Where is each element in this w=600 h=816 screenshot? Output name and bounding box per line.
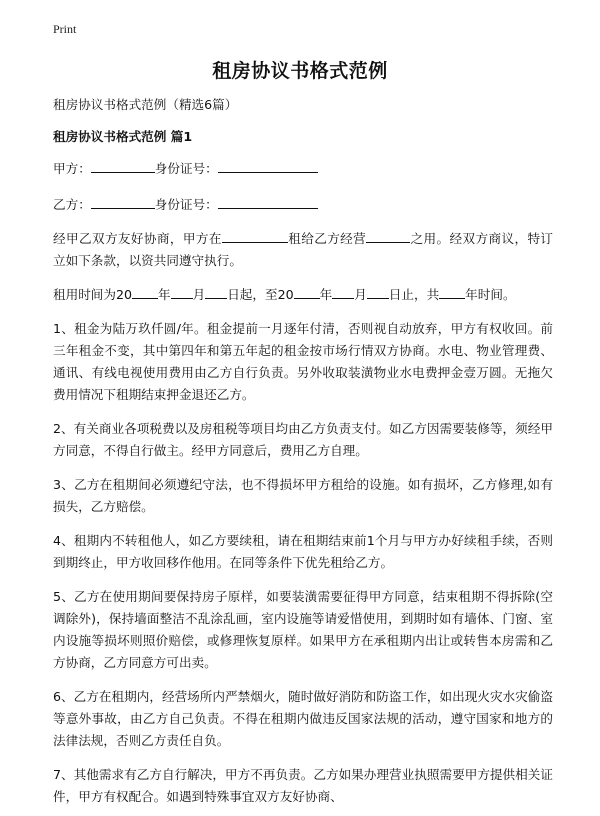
- party-a-line: [53, 158, 553, 180]
- term-day-to-label: 日止，共: [388, 287, 440, 302]
- intro-paragraph: [53, 228, 553, 272]
- term-end-year-label: 年: [319, 287, 333, 302]
- term-paragraph: [53, 284, 553, 306]
- duration-blank: [439, 284, 465, 299]
- print-link[interactable]: Print: [53, 22, 77, 36]
- clause-1: 1、租金为陆万玖仟圆/年。租金提前一月逐年付清，否则视自动放弃，甲方有权收回。前三年租金不变，其中第四年和第五年起的租金按市场行情双方协商。水电、物业管理费、通讯、有线电视使用费用由乙方自行负责。另外收取装潢物业水电费押金壹万圆。无拖欠费用情况下租期结束押金退还乙方。: [53, 321, 553, 402]
- party-a-name-blank: [91, 158, 155, 173]
- intro-text-2: 租给乙方经营: [287, 231, 367, 246]
- start-month-blank: [171, 284, 193, 299]
- party-a-id-label: 身份证号：: [154, 161, 218, 176]
- term-prefix: 租用时间为20: [53, 287, 132, 302]
- party-b-name-blank: [91, 194, 155, 209]
- document-subtitle: 租房协议书格式范例（精选6篇）: [53, 97, 238, 112]
- party-b-id-blank: [218, 194, 318, 209]
- party-b-line: [53, 194, 553, 216]
- party-a-id-blank: [218, 158, 318, 173]
- intro-text-3: 之用。经双方商议，特订立如下条款，以资共同遵守执行。: [53, 231, 554, 268]
- location-blank: [222, 228, 288, 243]
- term-month-label: 月: [192, 287, 206, 302]
- start-year-blank: [132, 284, 158, 299]
- clause-5: 5、乙方在使用期间要保持房子原样，如要装潢需要征得甲方同意，结束租期不得拆除(空调除外)，保持墙面整洁不乱涂乱画，室内设施等请爱惜使用，到期时如有墙体、门窗、室内设施等损坏则照价赔偿，或修理恢复原样。如果甲方在承租期内出让或转售本房需和乙方协商，乙方同意方可出卖。: [53, 589, 553, 670]
- purpose-blank: [366, 228, 410, 243]
- term-suffix: 年时间。: [465, 287, 516, 302]
- clause-7: 7、其他需求有乙方自行解决，甲方不再负责。乙方如果办理营业执照需要甲方提供相关证件，甲方有权配合。如遇到特殊事宜双方友好协商、: [53, 767, 553, 804]
- clause-6: 6、乙方在租期内，经营场所内严禁烟火，随时做好消防和防盗工作，如出现火灾水灾偷盗等意外事故，由乙方自己负责。不得在租期内做违反国家法规的活动，遵守国家和地方的法律法规，否则乙方责任自负。: [53, 689, 553, 748]
- clause-4: 4、租期内不转租他人，如乙方要续租，请在租期结束前1个月与甲方办好续租手续，否则到期终止，甲方收回移作他用。在同等条件下优先租给乙方。: [53, 533, 553, 570]
- start-day-blank: [205, 284, 227, 299]
- party-b-id-label: 身份证号：: [154, 197, 218, 212]
- term-year-label: 年: [158, 287, 171, 302]
- document-body: [53, 94, 553, 816]
- intro-text-1: 经甲乙双方友好协商，甲方在: [53, 231, 222, 246]
- party-b-label: 乙方：: [53, 197, 91, 212]
- term-day-from-label: 日起，至20: [227, 287, 294, 302]
- term-end-month-label: 月: [354, 287, 367, 302]
- end-month-blank: [332, 284, 354, 299]
- end-year-blank: [294, 284, 320, 299]
- end-day-blank: [367, 284, 389, 299]
- clause-3: 3、乙方在租期间必须遵纪守法，也不得损坏甲方租给的设施。如有损坏，乙方修理,如有损失，乙方赔偿。: [53, 477, 553, 514]
- clause-2: 2、有关商业各项税费以及房租税等项目均由乙方负责支付。如乙方因需要装修等，须经甲方同意，不得自行做主。经甲方同意后，费用乙方自理。: [53, 421, 553, 458]
- page-title: 租房协议书格式范例: [212, 60, 388, 82]
- section-heading: 租房协议书格式范例 篇1: [53, 129, 193, 144]
- party-a-label: 甲方：: [53, 161, 91, 176]
